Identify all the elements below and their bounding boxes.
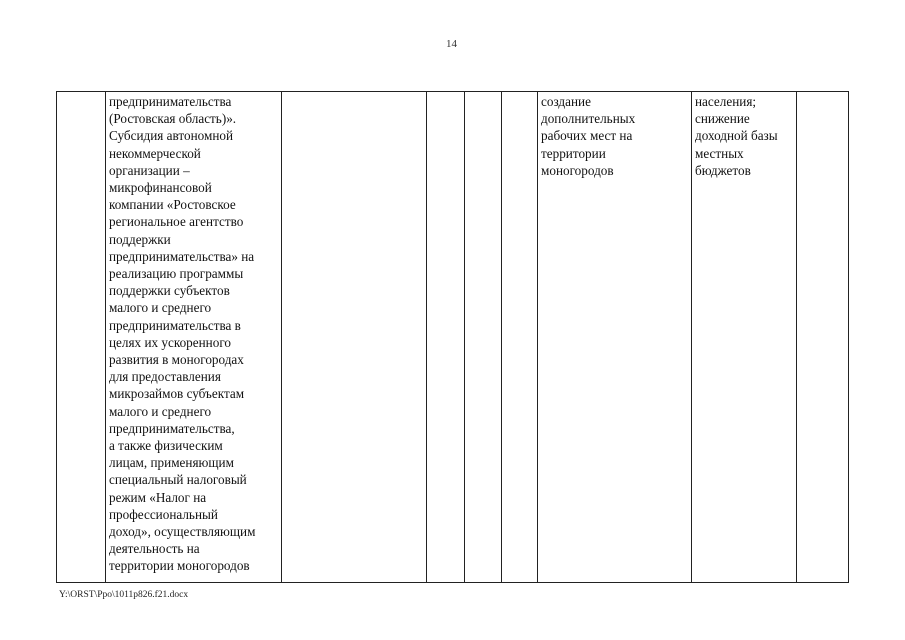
file-path-footer: Y:\ORST\Ppo\1011p826.f21.docx xyxy=(59,590,189,600)
cell-start-date xyxy=(427,92,465,583)
consequences-text: населения; снижение доходной базы местных бюджетов xyxy=(695,94,778,178)
expected-result-text: создание дополнительных рабочих мест на территории моногородов xyxy=(541,94,636,178)
cell-expected-result xyxy=(538,92,692,583)
cell-empty xyxy=(502,92,538,583)
cell-event-name xyxy=(106,92,282,583)
program-table xyxy=(56,91,849,583)
cell-number xyxy=(57,92,106,583)
page-number: 14 xyxy=(446,38,457,50)
event-description: предпринимательства (Ростовская область)». Субсидия автономной некоммерческой организации – микрофинансовой компании «Ростовское региональное агентство поддержки предпринимательства» на реализацию программы поддержки субъектов малого и среднего предпринимательства в целях их ускоренного развития в моногородах для предоставления микрозаймов субъектам малого и среднего предпринимательства, а также физическим лицам, применяющим специальный налоговый режим «Налог на профессиональный доход», осуществляющим деятельность на территории моногородов xyxy=(109,94,256,574)
cell-consequences xyxy=(692,92,797,583)
cell-end-date xyxy=(465,92,502,583)
cell-indicator-link xyxy=(797,92,849,583)
table-row xyxy=(57,92,849,583)
cell-executor xyxy=(282,92,427,583)
